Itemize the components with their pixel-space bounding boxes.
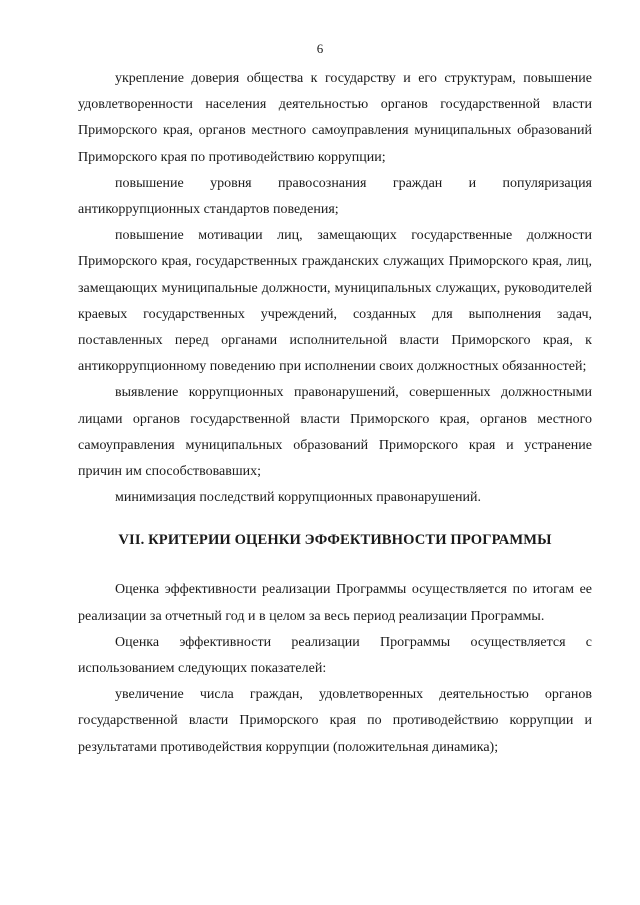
page-number: 6 xyxy=(316,41,324,56)
paragraph-motivation: повышение мотивации лиц, замещающих государственные должности Приморского края, государственных гражданских служащих Приморского края, лиц, замещающих муниципальные должности, муниципальных служащих, руководителей краевых государственных учреждений, созданных для выполнения задач, поставленных перед органами исполнительной власти Приморского края, к антикоррупционному поведению при исполнении своих должностных обязанностей; xyxy=(78,228,592,375)
paragraph-satisfaction-increase: увеличение числа граждан, удовлетворенных деятельностью органов государственной власти Приморского края по противодействию коррупции и результатами противодействия коррупции (положительная динамика); xyxy=(78,687,592,755)
section-title: VII. КРИТЕРИИ ОЦЕНКИ ЭФФЕКТИВНОСТИ ПРОГРАММЫ xyxy=(118,532,552,549)
paragraph-evaluation-period: Оценка эффективности реализации Программы осуществляется по итогам ее реализации за отчетный год и в целом за весь период реализации Программы. xyxy=(78,582,592,624)
paragraph-minimization: минимизация последствий коррупционных правонарушений. xyxy=(115,490,481,506)
paragraph-evaluation-indicators: Оценка эффективности реализации Программы осуществляется с использованием следующих показателей: xyxy=(78,634,592,677)
paragraph-detection: выявление коррупционных правонарушений, совершенных должностными лицами органов государственной власти Приморского края, органов местного самоуправления муниципальных образований Приморского края и устранение причин им способствовавших; xyxy=(78,385,592,480)
paragraph-legal-awareness: повышение уровня правосознания граждан и популяризация антикоррупционных стандартов поведения; xyxy=(78,175,592,218)
document-body xyxy=(78,66,592,761)
paragraph-trust: укрепление доверия общества к государству и его структурам, повышение удовлетворенности населения деятельностью органов государственной власти Приморского края, органов местного самоуправления муниципальных образований Приморского края по противодействию коррупции; xyxy=(78,71,592,165)
